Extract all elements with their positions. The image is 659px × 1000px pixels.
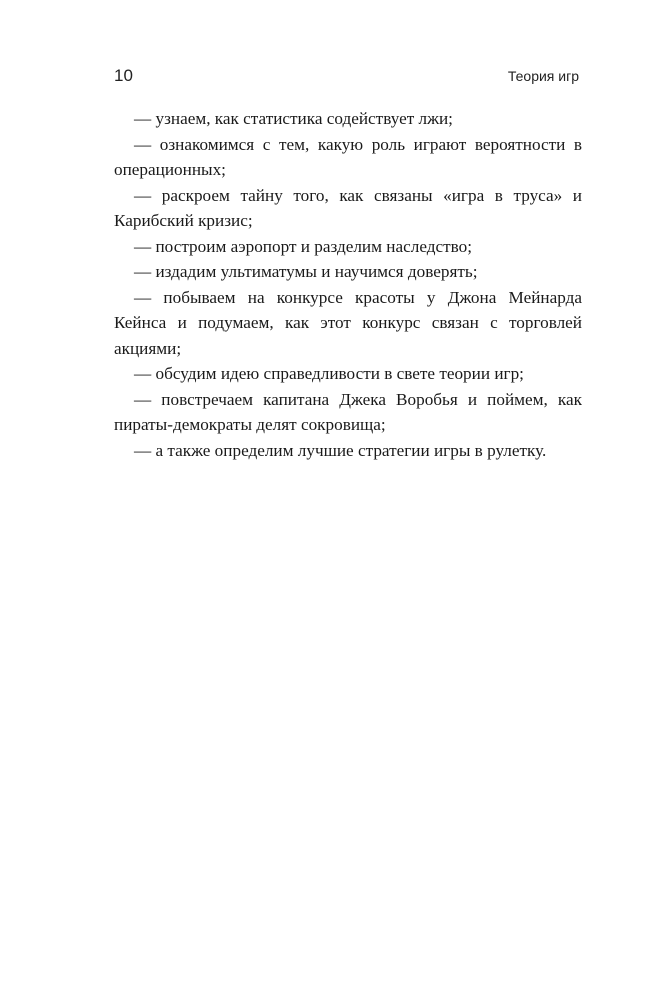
running-title: Теория игр: [507, 68, 579, 84]
chapter-list: [114, 106, 582, 463]
list-item: — побываем на конкурсе красоты у Джона Мейнарда Кейнса и подумаем, как этот конкурс связан с торговлей акциями;: [114, 287, 582, 358]
list-item: — построим аэропорт и разделим наследство;: [134, 236, 472, 256]
list-item: — раскроем тайну того, как связаны «игра в труса» и Карибский кризис;: [114, 185, 582, 230]
list-item: — обсудим идею справедливости в свете теории игр;: [134, 364, 524, 383]
list-item: — издадим ультиматумы и научимся доверять;: [134, 262, 478, 281]
list-item: — ознакомимся с тем, какую роль играют вероятности в операционных;: [114, 134, 582, 179]
list-item: — а также определим лучшие стратегии игры в рулетку.: [134, 440, 547, 460]
list-item: — узнаем, как статистика содействует лжи;: [134, 109, 453, 128]
list-item: — повстречаем капитана Джека Воробья и поймем, как пираты-демократы делят сокровища;: [114, 389, 582, 434]
page-number: 10: [114, 66, 133, 85]
